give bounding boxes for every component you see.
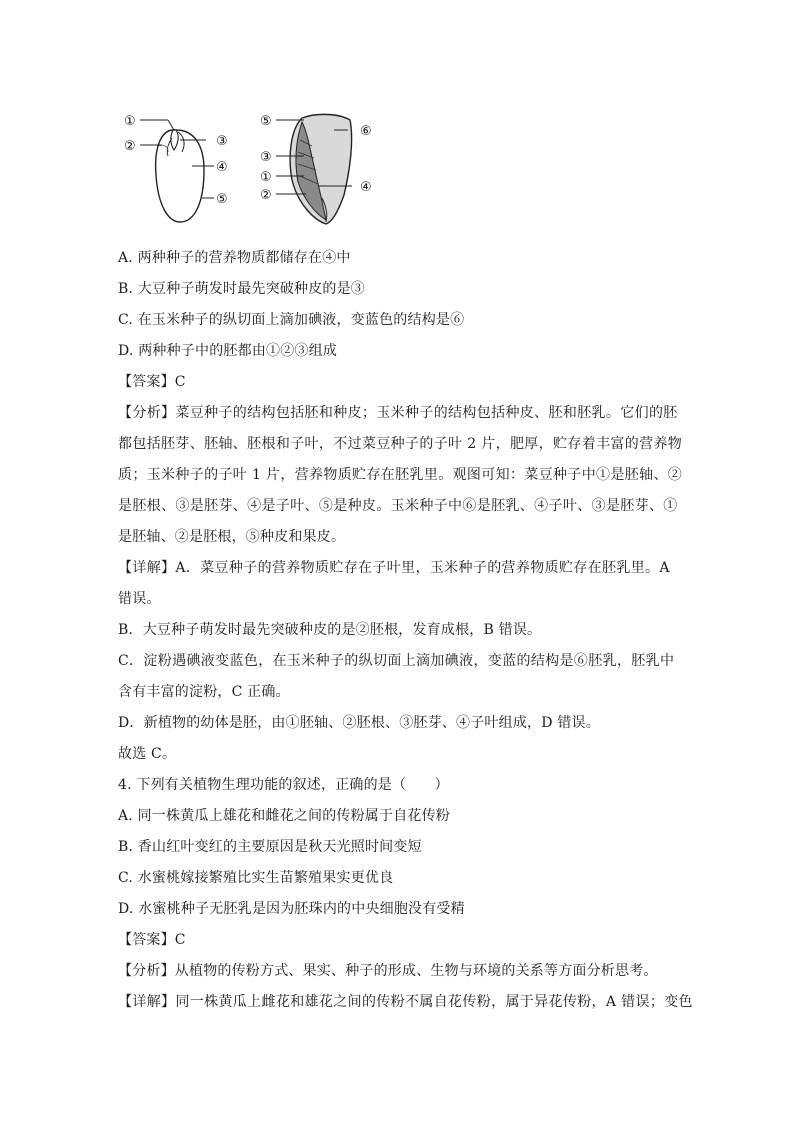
seed-diagram xyxy=(118,100,398,240)
question-4: 4. 下列有关植物生理功能的叙述，正确的是（ ） xyxy=(118,777,449,793)
analysis-line-3: 质；玉米种子的子叶 1 片，营养物质贮存在胚乳里。观图可知：菜豆种子中①是胚轴、② xyxy=(118,467,683,483)
corn-label-3: ③ xyxy=(260,150,272,165)
analysis-line-2: 都包括胚芽、胚轴、胚根和子叶，不过菜豆种子的子叶 2 片，肥厚，贮存着丰富的营养物 xyxy=(118,436,683,452)
option-a: A. 两种种子的营养物质都储存在④中 xyxy=(118,250,351,266)
q4-option-a: A. 同一株黄瓜上雄花和雌花之间的传粉属于自花传粉 xyxy=(118,808,451,824)
bean-label-5: ⑤ xyxy=(216,192,228,207)
analysis-line-1: 【分析】菜豆种子的结构包括胚和种皮；玉米种子的结构包括种皮、胚和胚乳。它们的胚 xyxy=(118,405,678,421)
corn-label-6: ⑥ xyxy=(360,124,372,139)
q4-analysis: 【分析】从植物的传粉方式、果实、种子的形成、生物与环境的关系等方面分析思考。 xyxy=(118,963,658,979)
detail-line-4: C．淀粉遇碘液变蓝色，在玉米种子的纵切面上滴加碘液，变蓝的结构是⑥胚乳，胚乳中 xyxy=(118,653,675,669)
option-c: C. 在玉米种子的纵切面上滴加碘液，变蓝色的结构是⑥ xyxy=(118,312,465,328)
bean-label-1: ① xyxy=(124,114,136,129)
bean-label-3: ③ xyxy=(216,134,228,149)
corn-label-1: ① xyxy=(260,170,272,185)
bean-label-4: ④ xyxy=(216,160,228,175)
q4-answer: 【答案】C xyxy=(118,932,186,948)
analysis-line-4: 是胚根、③是胚芽、④是子叶、⑤是种皮。玉米种子中⑥是胚乳、④子叶、③是胚芽、① xyxy=(118,498,678,514)
detail-line-2: 错误。 xyxy=(118,591,161,607)
choose-line: 故选 C。 xyxy=(118,746,177,762)
corn-label-2: ② xyxy=(260,188,272,203)
q4-option-d: D. 水蜜桃种子无胚乳是因为胚珠内的中央细胞没有受精 xyxy=(118,901,465,917)
bean-label-2: ② xyxy=(124,139,136,154)
analysis-line-5: 是胚轴、②是胚根，⑤种皮和果皮。 xyxy=(118,529,346,545)
detail-line-3: B．大豆种子萌发时最先突破种皮的是②胚根，发育成根，B 错误。 xyxy=(118,622,542,638)
answer-line: 【答案】C xyxy=(118,374,186,390)
option-b: B. 大豆种子萌发时最先突破种皮的是③ xyxy=(118,281,365,297)
q4-option-b: B. 香山红叶变红的主要原因是秋天光照时间变短 xyxy=(118,839,422,855)
corn-label-5: ⑤ xyxy=(260,114,272,129)
q4-detail: 【详解】同一株黄瓜上雌花和雄花之间的传粉不属自花传粉，属于异花传粉，A 错误；变色 xyxy=(118,994,693,1010)
corn-label-4: ④ xyxy=(360,180,372,195)
detail-line-1: 【详解】A．菜豆种子的营养物质贮存在子叶里，玉米种子的营养物质贮存在胚乳里。A xyxy=(118,560,670,576)
bean-seed xyxy=(156,130,204,222)
seed-structure-figure xyxy=(118,100,398,240)
corn-seed xyxy=(290,114,351,224)
q4-option-c: C. 水蜜桃嫁接繁殖比实生苗繁殖果实更优良 xyxy=(118,870,394,886)
detail-line-6: D．新植物的幼体是胚，由①胚轴、②胚根、③胚芽、④子叶组成，D 错误。 xyxy=(118,715,600,731)
detail-line-5: 含有丰富的淀粉，C 正确。 xyxy=(118,684,290,700)
option-d: D. 两种种子中的胚都由①②③组成 xyxy=(118,343,338,359)
